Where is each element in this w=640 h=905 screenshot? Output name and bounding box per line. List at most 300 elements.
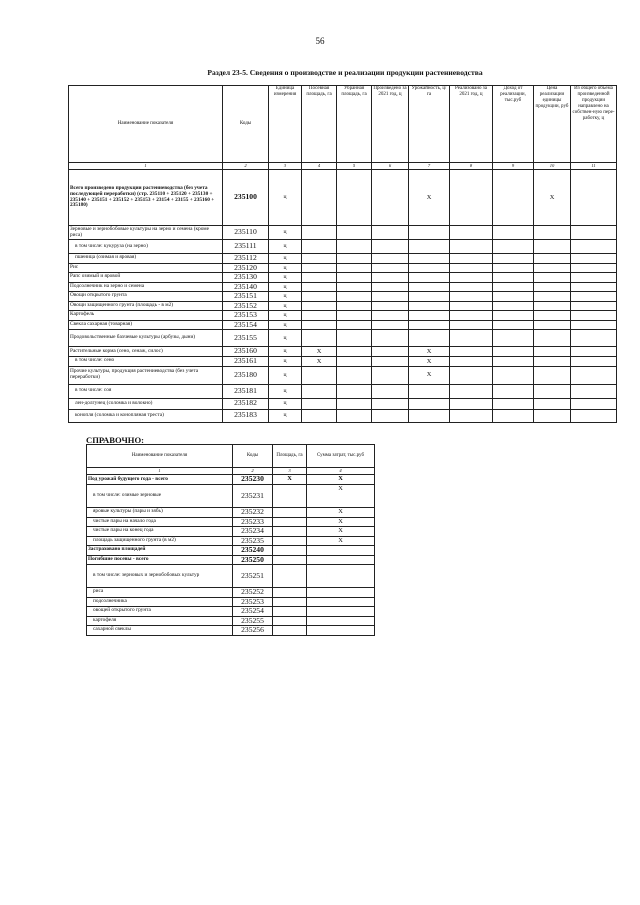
value-cell — [372, 301, 409, 311]
column-header: Реализовано за 2021 год, ц — [450, 86, 493, 163]
table-row — [69, 320, 617, 330]
cost-cell — [307, 588, 375, 598]
value-cell — [493, 320, 534, 330]
area-cell — [273, 597, 307, 607]
row-code: 235160 — [223, 347, 269, 357]
value-cell — [337, 170, 372, 226]
table-row — [87, 607, 375, 617]
value-cell — [534, 398, 571, 409]
cost-cell — [307, 555, 375, 565]
column-number: 7 — [409, 163, 450, 170]
area-cell — [273, 616, 307, 626]
value-cell — [571, 366, 617, 384]
table-row — [69, 263, 617, 273]
value-cell — [337, 366, 372, 384]
row-unit: ц — [269, 240, 302, 254]
table-row — [87, 527, 375, 537]
value-cell — [571, 330, 617, 347]
row-unit: ц — [269, 330, 302, 347]
table-row — [69, 292, 617, 302]
cost-cell — [307, 597, 375, 607]
row-label: Овощи защищенного грунта (площадь - в м2) — [69, 301, 223, 311]
row-code: 235154 — [223, 320, 269, 330]
value-cell — [409, 320, 450, 330]
row-code: 235111 — [223, 240, 269, 254]
area-cell — [273, 517, 307, 527]
row-label: площадь защищенного грунта (в м2) — [87, 536, 233, 546]
value-cell — [372, 320, 409, 330]
row-unit: ц — [269, 311, 302, 321]
row-unit: ц — [269, 273, 302, 283]
area-cell: X — [273, 475, 307, 485]
row-label: Всего произведено продукции растениеводства (без учета последующей переработки) (стр. 235110 + 235120 + 235130 + 235140 + 235151 + 235152 + 235153 + 23154 + 23155 + 235160 + 235180) — [69, 170, 223, 226]
value-cell — [302, 384, 337, 398]
cost-cell — [307, 565, 375, 588]
value-cell — [534, 282, 571, 292]
row-code: 235240 — [233, 546, 273, 556]
row-label: чистые пары на конец года — [87, 527, 233, 537]
row-code: 235235 — [233, 536, 273, 546]
value-cell — [302, 226, 337, 240]
row-label: Растительные корма (сено, сенаж, силос) — [69, 347, 223, 357]
cost-cell: X — [307, 536, 375, 546]
row-label: Рапс озимый и яровой — [69, 273, 223, 283]
table-row — [69, 273, 617, 283]
row-label: Овощи открытого грунта — [69, 292, 223, 302]
value-cell — [337, 263, 372, 273]
table-row — [69, 357, 617, 367]
row-code: 235253 — [233, 597, 273, 607]
value-cell: X — [409, 170, 450, 226]
table-row — [87, 485, 375, 508]
row-code: 235250 — [233, 555, 273, 565]
value-cell — [409, 263, 450, 273]
value-cell — [372, 366, 409, 384]
column-header: Наименование показателя — [87, 445, 233, 468]
value-cell — [571, 292, 617, 302]
value-cell — [337, 301, 372, 311]
table-row — [69, 398, 617, 409]
table-row — [87, 536, 375, 546]
value-cell — [450, 292, 493, 302]
row-unit: ц — [269, 263, 302, 273]
column-header: Площадь, га — [273, 445, 307, 468]
value-cell — [450, 254, 493, 264]
row-code: 235110 — [223, 226, 269, 240]
value-cell — [493, 409, 534, 422]
value-cell — [337, 357, 372, 367]
value-cell — [534, 292, 571, 302]
value-cell — [409, 292, 450, 302]
column-number: 1 — [87, 468, 233, 475]
value-cell — [450, 398, 493, 409]
row-label: в том числе: сено — [69, 357, 223, 367]
column-number: 2 — [233, 468, 273, 475]
value-cell — [450, 282, 493, 292]
value-cell — [493, 226, 534, 240]
cost-cell — [307, 607, 375, 617]
row-code: 235252 — [233, 588, 273, 598]
row-unit: ц — [269, 301, 302, 311]
area-cell — [273, 485, 307, 508]
row-label: Под урожай будущего года - всего — [87, 475, 233, 485]
value-cell — [571, 320, 617, 330]
value-cell — [337, 254, 372, 264]
value-cell — [409, 254, 450, 264]
value-cell — [372, 226, 409, 240]
table-header-row — [69, 86, 617, 163]
table-row — [69, 170, 617, 226]
value-cell — [493, 263, 534, 273]
row-label: чистые пары на начало года — [87, 517, 233, 527]
value-cell — [571, 240, 617, 254]
value-cell — [571, 301, 617, 311]
value-cell — [493, 384, 534, 398]
row-label: в том числе: соя — [69, 384, 223, 398]
value-cell — [409, 398, 450, 409]
value-cell — [337, 330, 372, 347]
value-cell — [450, 273, 493, 283]
column-header: Из общего объема произведенной продукции направлено на собствен-ную пере-работку, ц — [571, 86, 617, 163]
area-cell — [273, 536, 307, 546]
row-code: 235182 — [223, 398, 269, 409]
value-cell — [409, 282, 450, 292]
value-cell — [493, 366, 534, 384]
value-cell — [534, 226, 571, 240]
cost-cell — [307, 616, 375, 626]
column-number: 9 — [493, 163, 534, 170]
row-unit: ц — [269, 357, 302, 367]
table-row — [87, 508, 375, 518]
row-code: 235230 — [233, 475, 273, 485]
table-row — [69, 311, 617, 321]
column-header: Коды — [223, 86, 269, 163]
row-code: 235255 — [233, 616, 273, 626]
row-label: Зерновые и зернобобовые культуры на зерно и семена (кроме риса) — [69, 226, 223, 240]
cost-cell: X — [307, 508, 375, 518]
value-cell — [337, 311, 372, 321]
table-row — [87, 588, 375, 598]
table-row — [69, 254, 617, 264]
value-cell — [450, 226, 493, 240]
value-cell — [571, 409, 617, 422]
row-label: овощей открытого грунта — [87, 607, 233, 617]
value-cell — [337, 273, 372, 283]
row-label: Продовольственные бахчевые культуры (арбузы, дыни) — [69, 330, 223, 347]
row-code: 235100 — [223, 170, 269, 226]
reference-header-row — [87, 445, 375, 468]
value-cell — [337, 384, 372, 398]
table-row — [87, 475, 375, 485]
value-cell — [534, 384, 571, 398]
row-code: 235251 — [233, 565, 273, 588]
column-header: Урожайность, ц/га — [409, 86, 450, 163]
value-cell — [372, 311, 409, 321]
page-number: 56 — [315, 36, 325, 46]
value-cell: X — [409, 357, 450, 367]
value-cell — [302, 273, 337, 283]
value-cell — [450, 320, 493, 330]
cost-cell — [307, 546, 375, 556]
value-cell — [571, 273, 617, 283]
value-cell — [409, 384, 450, 398]
value-cell — [372, 170, 409, 226]
row-code: 235232 — [233, 508, 273, 518]
value-cell — [302, 170, 337, 226]
row-label: риса — [87, 588, 233, 598]
value-cell — [409, 240, 450, 254]
value-cell — [372, 263, 409, 273]
value-cell — [450, 301, 493, 311]
value-cell — [450, 170, 493, 226]
section-title: Раздел 23-5. Сведения о производстве и реализации продукции растениеводства — [207, 68, 483, 77]
row-unit: ц — [269, 347, 302, 357]
row-code: 235155 — [223, 330, 269, 347]
value-cell — [337, 240, 372, 254]
value-cell — [372, 254, 409, 264]
row-unit: ц — [269, 170, 302, 226]
row-label: сахарной свеклы — [87, 626, 233, 636]
row-label: картофеля — [87, 616, 233, 626]
column-number: 6 — [372, 163, 409, 170]
column-number: 4 — [302, 163, 337, 170]
value-cell — [372, 409, 409, 422]
row-code: 235233 — [233, 517, 273, 527]
value-cell — [337, 347, 372, 357]
value-cell — [409, 273, 450, 283]
cost-cell: X — [307, 485, 375, 508]
row-label: Свекла сахарная (товарная) — [69, 320, 223, 330]
value-cell — [372, 330, 409, 347]
value-cell — [571, 254, 617, 264]
table-row — [87, 555, 375, 565]
table-row — [87, 626, 375, 636]
column-number-row — [87, 468, 375, 475]
value-cell — [534, 263, 571, 273]
column-header: Наименование показателя — [69, 86, 223, 163]
value-cell — [450, 384, 493, 398]
table-row — [69, 301, 617, 311]
column-number: 5 — [337, 163, 372, 170]
value-cell — [302, 263, 337, 273]
column-header: Посевная площадь, га — [302, 86, 337, 163]
row-code: 235130 — [223, 273, 269, 283]
value-cell — [493, 273, 534, 283]
value-cell — [571, 170, 617, 226]
value-cell — [372, 347, 409, 357]
value-cell — [534, 240, 571, 254]
column-header: Сумма затрат, тыс.руб — [307, 445, 375, 468]
row-unit: ц — [269, 292, 302, 302]
column-number: 1 — [69, 163, 223, 170]
table-row — [87, 597, 375, 607]
row-unit: ц — [269, 384, 302, 398]
value-cell — [534, 320, 571, 330]
value-cell — [409, 226, 450, 240]
row-code: 235256 — [233, 626, 273, 636]
row-label: в том числе: зерновых и зернобобовых культур — [87, 565, 233, 588]
row-code: 235254 — [233, 607, 273, 617]
table-row — [87, 517, 375, 527]
value-cell — [302, 240, 337, 254]
row-code: 235151 — [223, 292, 269, 302]
value-cell — [493, 398, 534, 409]
area-cell — [273, 527, 307, 537]
row-unit: ц — [269, 366, 302, 384]
value-cell — [450, 330, 493, 347]
cost-cell: X — [307, 517, 375, 527]
value-cell — [534, 409, 571, 422]
value-cell — [450, 240, 493, 254]
row-label: Застраховано площадей — [87, 546, 233, 556]
value-cell — [302, 320, 337, 330]
row-label: конопля (соломка и конопляная треста) — [69, 409, 223, 422]
value-cell: X — [302, 357, 337, 367]
value-cell — [493, 254, 534, 264]
value-cell — [450, 366, 493, 384]
table-row — [69, 240, 617, 254]
value-cell: X — [302, 347, 337, 357]
row-label: Погибшие посевы - всего — [87, 555, 233, 565]
value-cell — [450, 263, 493, 273]
table-row — [69, 330, 617, 347]
column-number-row — [69, 163, 617, 170]
row-code: 235234 — [233, 527, 273, 537]
row-unit: ц — [269, 226, 302, 240]
value-cell — [372, 282, 409, 292]
value-cell — [302, 282, 337, 292]
value-cell — [493, 357, 534, 367]
area-cell — [273, 588, 307, 598]
row-label: Подсолнечник на зерно и семена — [69, 282, 223, 292]
row-label: пшеница (озимая и яровая) — [69, 254, 223, 264]
area-cell — [273, 607, 307, 617]
value-cell — [409, 301, 450, 311]
row-label: Прочие культуры, продукция растениеводства (без учета переработки) — [69, 366, 223, 384]
table-row — [69, 366, 617, 384]
value-cell — [372, 398, 409, 409]
value-cell — [493, 347, 534, 357]
area-cell — [273, 565, 307, 588]
value-cell — [571, 282, 617, 292]
column-header: Доход от реализации, тыс.руб — [493, 86, 534, 163]
table-row — [87, 565, 375, 588]
column-header: Произведено за 2021 год, ц — [372, 86, 409, 163]
table-row — [87, 616, 375, 626]
cost-cell: X — [307, 527, 375, 537]
area-cell — [273, 508, 307, 518]
value-cell — [302, 292, 337, 302]
row-unit: ц — [269, 398, 302, 409]
value-cell — [302, 301, 337, 311]
column-number: 3 — [273, 468, 307, 475]
value-cell — [493, 282, 534, 292]
value-cell — [302, 398, 337, 409]
cost-cell — [307, 626, 375, 636]
row-code: 235161 — [223, 357, 269, 367]
value-cell — [302, 366, 337, 384]
value-cell — [534, 347, 571, 357]
row-unit: ц — [269, 282, 302, 292]
value-cell — [493, 292, 534, 302]
value-cell — [534, 366, 571, 384]
reference-title: СПРАВОЧНО: — [86, 435, 144, 445]
row-label: лен-долгунец (соломка и волокно) — [69, 398, 223, 409]
row-label: в том числе: кукуруза (на зерно) — [69, 240, 223, 254]
table-row — [69, 282, 617, 292]
area-cell — [273, 555, 307, 565]
value-cell — [571, 347, 617, 357]
value-cell — [571, 226, 617, 240]
row-unit: ц — [269, 254, 302, 264]
value-cell — [302, 254, 337, 264]
table-row — [69, 226, 617, 240]
value-cell — [337, 409, 372, 422]
column-number: 2 — [223, 163, 269, 170]
row-code: 235112 — [223, 254, 269, 264]
value-cell — [450, 409, 493, 422]
value-cell: X — [409, 366, 450, 384]
column-header: Единица измерения — [269, 86, 302, 163]
column-number: 3 — [269, 163, 302, 170]
value-cell — [337, 226, 372, 240]
value-cell — [534, 273, 571, 283]
value-cell — [493, 301, 534, 311]
value-cell — [409, 409, 450, 422]
value-cell — [372, 357, 409, 367]
row-label: Рис — [69, 263, 223, 273]
table-row — [69, 384, 617, 398]
value-cell — [337, 282, 372, 292]
row-code: 235231 — [233, 485, 273, 508]
row-code: 235180 — [223, 366, 269, 384]
column-header: Убранная площадь, га — [337, 86, 372, 163]
value-cell — [337, 292, 372, 302]
row-unit: ц — [269, 320, 302, 330]
value-cell — [302, 409, 337, 422]
value-cell — [450, 311, 493, 321]
row-code: 235181 — [223, 384, 269, 398]
value-cell — [493, 240, 534, 254]
value-cell — [493, 170, 534, 226]
value-cell — [534, 330, 571, 347]
column-number: 4 — [307, 468, 375, 475]
value-cell — [571, 398, 617, 409]
value-cell — [493, 311, 534, 321]
value-cell — [534, 301, 571, 311]
production-table — [68, 85, 617, 423]
row-code: 235140 — [223, 282, 269, 292]
cost-cell: X — [307, 475, 375, 485]
value-cell — [450, 347, 493, 357]
column-number: 10 — [534, 163, 571, 170]
value-cell — [302, 311, 337, 321]
value-cell — [534, 254, 571, 264]
row-code: 235152 — [223, 301, 269, 311]
value-cell — [372, 240, 409, 254]
area-cell — [273, 626, 307, 636]
row-label: подсолнечника — [87, 597, 233, 607]
column-header: Цена реализации единицы продукции, руб — [534, 86, 571, 163]
value-cell — [571, 311, 617, 321]
value-cell — [372, 292, 409, 302]
column-number: 8 — [450, 163, 493, 170]
column-header: Коды — [233, 445, 273, 468]
value-cell — [409, 330, 450, 347]
value-cell — [409, 311, 450, 321]
row-label: яровые культуры (пары и зябь) — [87, 508, 233, 518]
value-cell — [372, 273, 409, 283]
